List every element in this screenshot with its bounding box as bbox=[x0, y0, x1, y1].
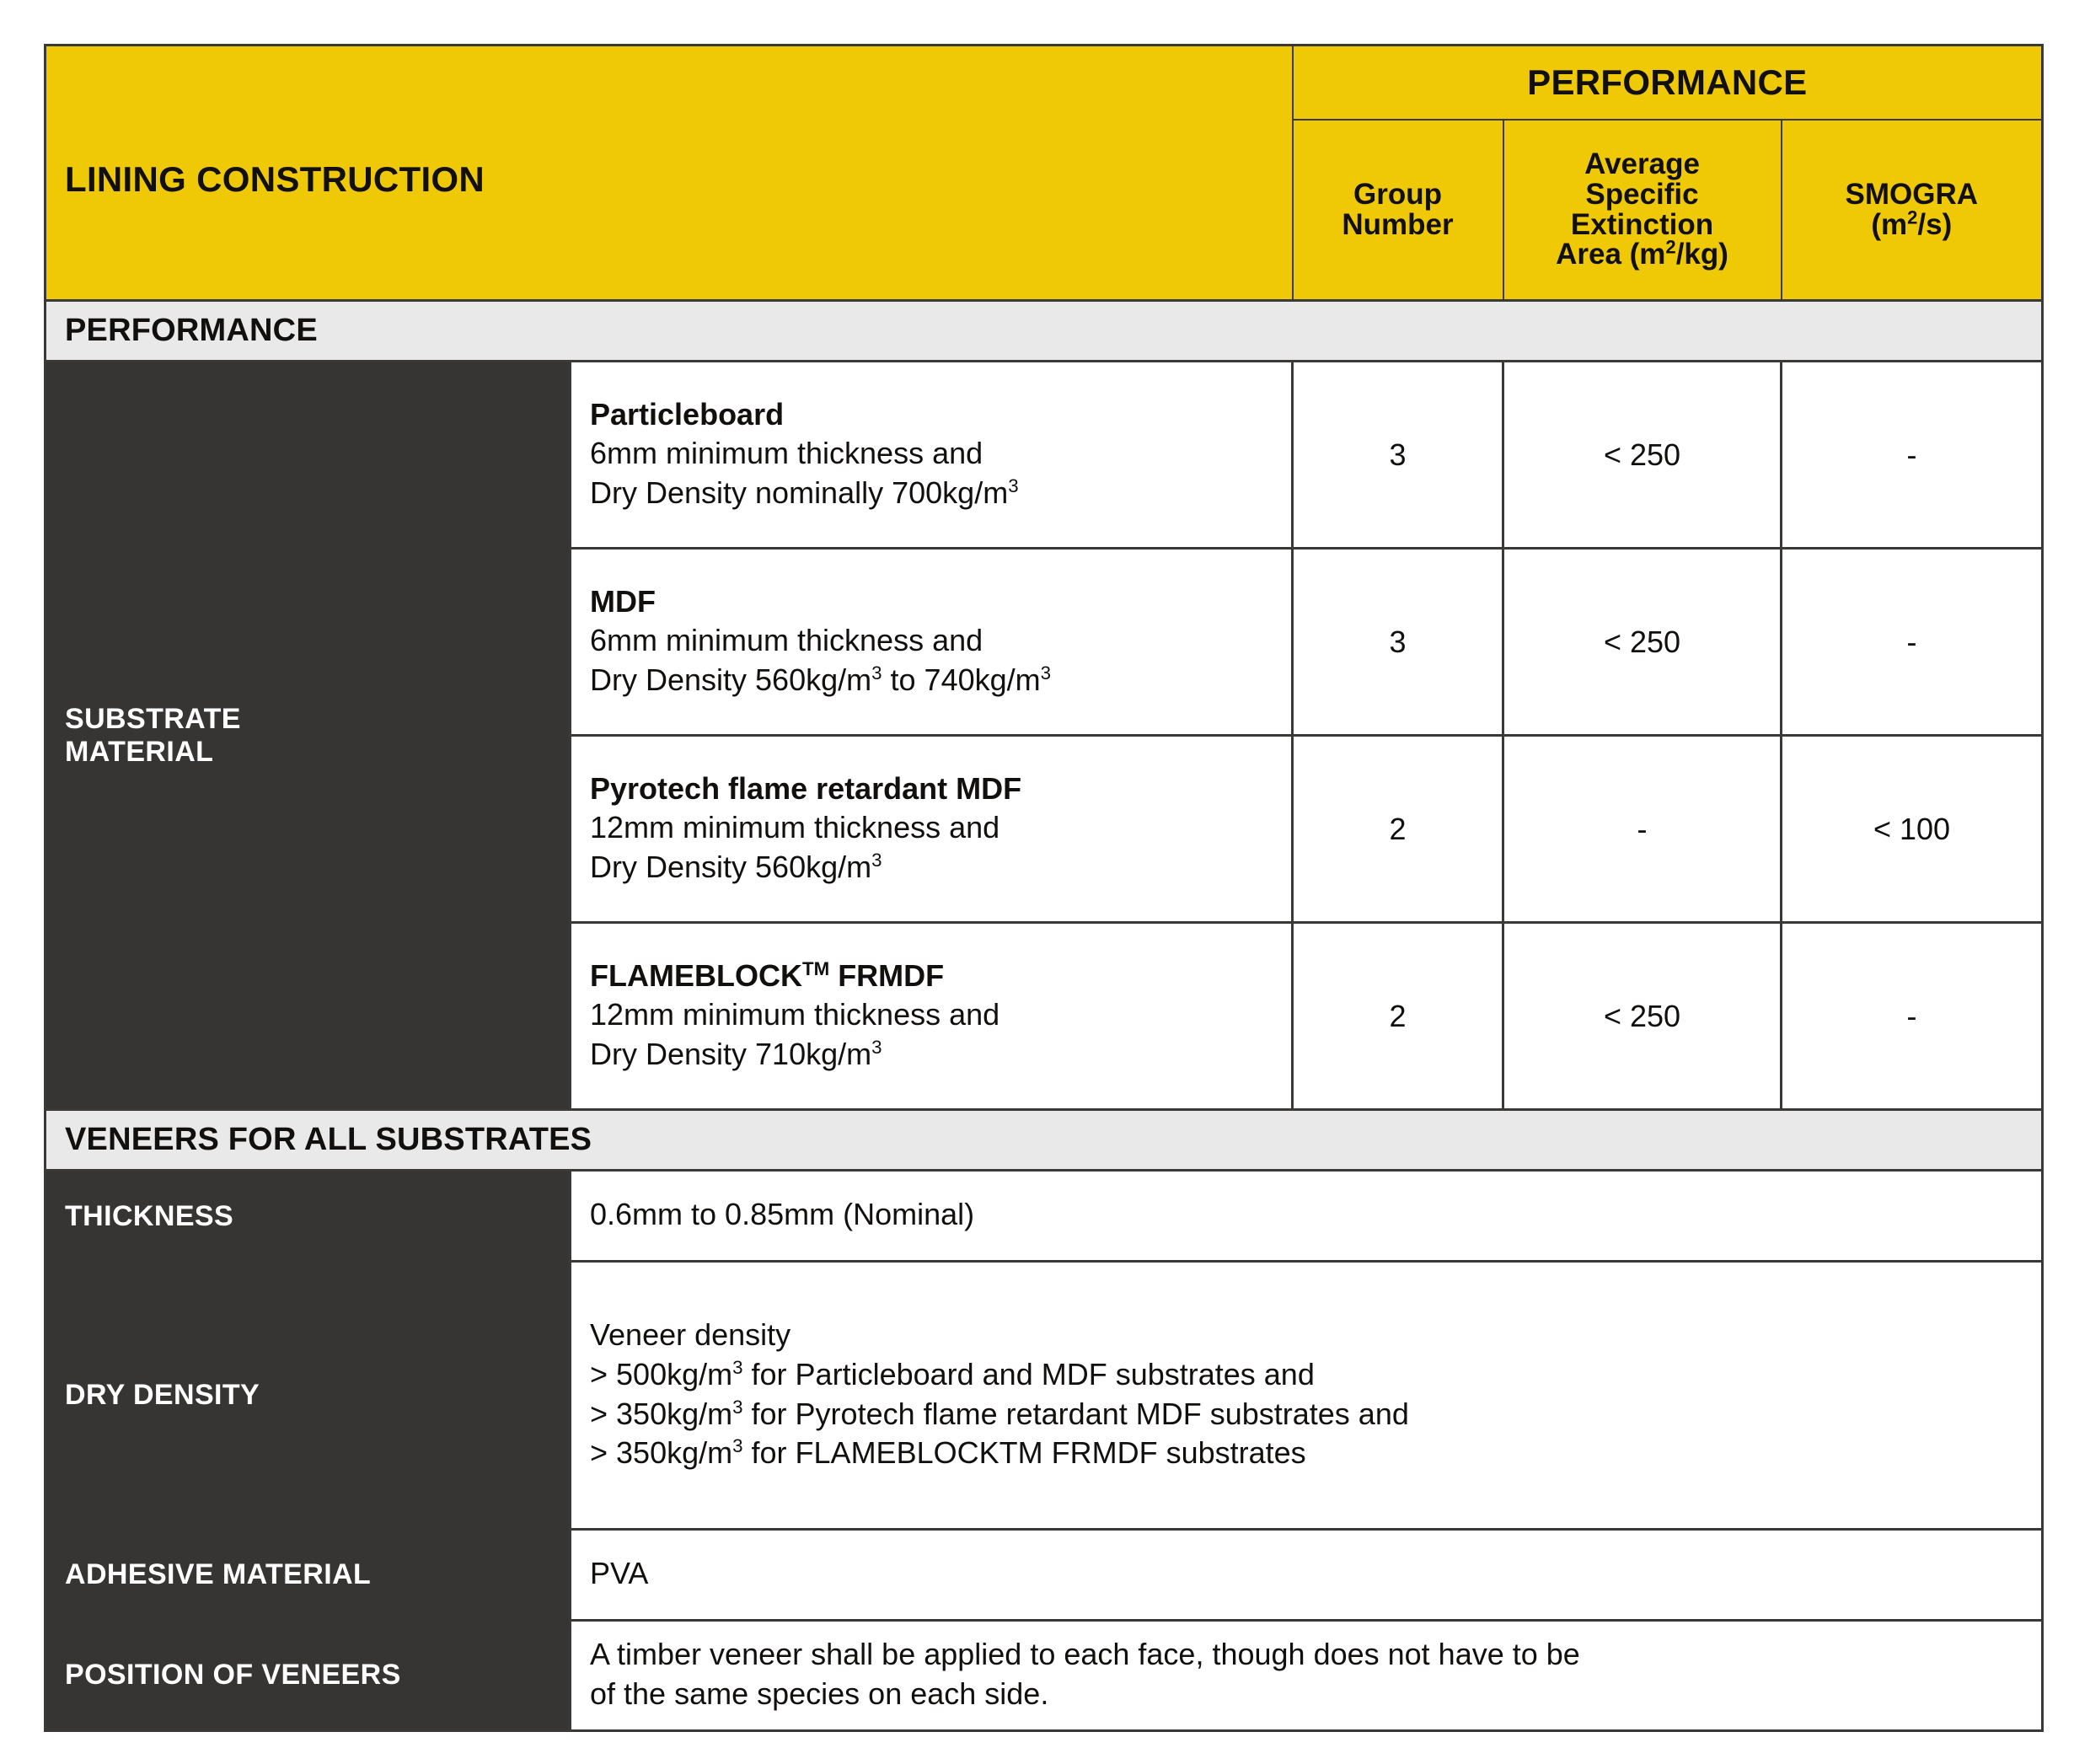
header-smogra-unit-sup: 2 bbox=[1907, 206, 1918, 228]
veneer-label-dry-density: DRY DENSITY bbox=[46, 1262, 571, 1530]
substrate-description-mdf bbox=[571, 549, 1293, 736]
lining-construction-spec-table bbox=[44, 44, 2044, 1732]
substrate-line3-pre: Dry Density 710kg/m bbox=[590, 1036, 872, 1071]
section-band-veneers-row bbox=[46, 1110, 2043, 1171]
header-ase-line2: Specific bbox=[1585, 178, 1699, 212]
substrate-title-pre: FLAMEBLOCK bbox=[590, 958, 802, 994]
substrate-description-pyrotech bbox=[571, 736, 1293, 923]
avg-specific-extinction-area-pyrotech: - bbox=[1503, 736, 1782, 923]
header-col-group-number bbox=[1293, 120, 1503, 301]
substrate-label-line1: SUBSTRATE bbox=[65, 702, 241, 735]
substrate-title: Pyrotech flame retardant MDF bbox=[590, 771, 1022, 807]
dry-density-line3-post: for Pyrotech flame retardant MDF substrates and bbox=[742, 1396, 1409, 1431]
dry-density-line3-pre: > 350kg/m bbox=[590, 1396, 733, 1431]
substrate-line3 bbox=[590, 848, 1273, 887]
avg-specific-extinction-area-flameblock: < 250 bbox=[1503, 923, 1782, 1110]
smogra-pyrotech: < 100 bbox=[1782, 736, 2043, 923]
header-performance-group: PERFORMANCE bbox=[1293, 46, 2043, 120]
group-number-particleboard: 3 bbox=[1293, 362, 1503, 549]
dry-density-line2-sup: 3 bbox=[732, 1356, 743, 1378]
table-row-adhesive-material bbox=[46, 1530, 2043, 1621]
header-smogra-line1: SMOGRA bbox=[1845, 178, 1979, 212]
substrate-line2: 6mm minimum thickness and bbox=[590, 436, 983, 471]
substrate-description-particleboard bbox=[571, 362, 1293, 549]
substrate-description-flameblock bbox=[571, 923, 1293, 1110]
veneer-value-thickness: 0.6mm to 0.85mm (Nominal) bbox=[571, 1171, 2043, 1262]
header-ase-line4 bbox=[1509, 236, 1776, 271]
avg-specific-extinction-area-particleboard: < 250 bbox=[1503, 362, 1782, 549]
substrate-line3-pre: Dry Density 560kg/m bbox=[590, 662, 872, 697]
header-lining-construction: LINING CONSTRUCTION bbox=[46, 46, 1293, 301]
dry-density-line4-post: for FLAMEBLOCKTM FRMDF substrates bbox=[742, 1435, 1306, 1471]
header-group-number-line2: Number bbox=[1342, 207, 1454, 241]
smogra-particleboard: - bbox=[1782, 362, 2043, 549]
position-line2: of the same species on each side. bbox=[590, 1676, 1049, 1711]
table-row-particleboard bbox=[46, 362, 2043, 549]
substrate-line3 bbox=[590, 661, 1273, 700]
substrate-title-post: FRMDF bbox=[829, 958, 945, 994]
substrate-material-label bbox=[46, 362, 571, 1110]
substrate-line3-sup: 3 bbox=[871, 662, 882, 684]
smogra-mdf: - bbox=[1782, 549, 2043, 736]
group-number-flameblock: 2 bbox=[1293, 923, 1503, 1110]
section-band-performance: PERFORMANCE bbox=[46, 301, 2043, 362]
section-band-performance-row bbox=[46, 301, 2043, 362]
substrate-title bbox=[590, 957, 1273, 995]
substrate-line3 bbox=[590, 1035, 1273, 1074]
veneer-value-adhesive-material: PVA bbox=[571, 1530, 2043, 1621]
substrate-line3-pre: Dry Density 560kg/m bbox=[590, 849, 872, 884]
header-group-number-line1: Group bbox=[1353, 178, 1442, 212]
substrate-line3-sup2: 3 bbox=[1040, 662, 1052, 684]
header-smogra-line2 bbox=[1787, 206, 2037, 241]
veneer-value-position-of-veneers bbox=[571, 1621, 2043, 1731]
table-row-position-of-veneers bbox=[46, 1621, 2043, 1731]
header-ase-line1: Average bbox=[1584, 147, 1700, 181]
veneer-label-position-of-veneers: POSITION OF VENEERS bbox=[46, 1621, 571, 1731]
substrate-line3-pre: Dry Density nominally 700kg/m bbox=[590, 475, 1009, 510]
smogra-flameblock: - bbox=[1782, 923, 2043, 1110]
table-row-thickness bbox=[46, 1171, 2043, 1262]
dry-density-line2-post: for Particleboard and MDF substrates and bbox=[742, 1356, 1315, 1391]
header-smogra-unit-pre: (m bbox=[1871, 207, 1908, 241]
dry-density-line2 bbox=[590, 1355, 2023, 1395]
substrate-line3-sup: 3 bbox=[871, 849, 882, 871]
substrate-line2: 12mm minimum thickness and bbox=[590, 997, 1000, 1032]
substrate-label-line2: MATERIAL bbox=[65, 735, 214, 768]
table-row-dry-density bbox=[46, 1262, 2043, 1530]
table-header-row-top bbox=[46, 46, 2043, 120]
veneer-label-thickness: THICKNESS bbox=[46, 1171, 571, 1262]
position-line1: A timber veneer shall be applied to each face, though does not have to be bbox=[590, 1637, 1580, 1671]
header-ase-line3: Extinction bbox=[1570, 207, 1714, 241]
trademark-sup: TM bbox=[801, 958, 830, 980]
substrate-title: MDF bbox=[590, 584, 656, 619]
avg-specific-extinction-area-mdf: < 250 bbox=[1503, 549, 1782, 736]
header-ase-unit-pre: Area (m bbox=[1556, 238, 1666, 271]
header-ase-unit-post: /kg) bbox=[1675, 238, 1728, 271]
dry-density-line3-sup: 3 bbox=[732, 1396, 743, 1418]
substrate-line3 bbox=[590, 474, 1273, 512]
substrate-line3-mid: to 740kg/m bbox=[882, 662, 1041, 697]
substrate-line3-sup: 3 bbox=[871, 1036, 882, 1058]
substrate-line2: 12mm minimum thickness and bbox=[590, 810, 1000, 845]
header-col-avg-specific-extinction-area bbox=[1503, 120, 1782, 301]
substrate-title: Particleboard bbox=[590, 397, 785, 432]
section-band-veneers: VENEERS FOR ALL SUBSTRATES bbox=[46, 1110, 2043, 1171]
dry-density-line2-pre: > 500kg/m bbox=[590, 1356, 733, 1391]
group-number-mdf: 3 bbox=[1293, 549, 1503, 736]
dry-density-line1: Veneer density bbox=[590, 1316, 791, 1352]
veneer-label-adhesive-material: ADHESIVE MATERIAL bbox=[46, 1530, 571, 1621]
substrate-line3-sup: 3 bbox=[1008, 475, 1019, 496]
header-smogra-unit-post: /s) bbox=[1917, 207, 1953, 241]
dry-density-line4-sup: 3 bbox=[732, 1435, 743, 1457]
substrate-line2: 6mm minimum thickness and bbox=[590, 623, 983, 658]
group-number-pyrotech: 2 bbox=[1293, 736, 1503, 923]
dry-density-line4 bbox=[590, 1434, 2023, 1473]
header-ase-unit-sup: 2 bbox=[1665, 236, 1676, 258]
dry-density-line4-pre: > 350kg/m bbox=[590, 1435, 733, 1471]
dry-density-line3 bbox=[590, 1395, 2023, 1434]
veneer-value-dry-density bbox=[571, 1262, 2043, 1530]
header-col-smogra bbox=[1782, 120, 2043, 301]
